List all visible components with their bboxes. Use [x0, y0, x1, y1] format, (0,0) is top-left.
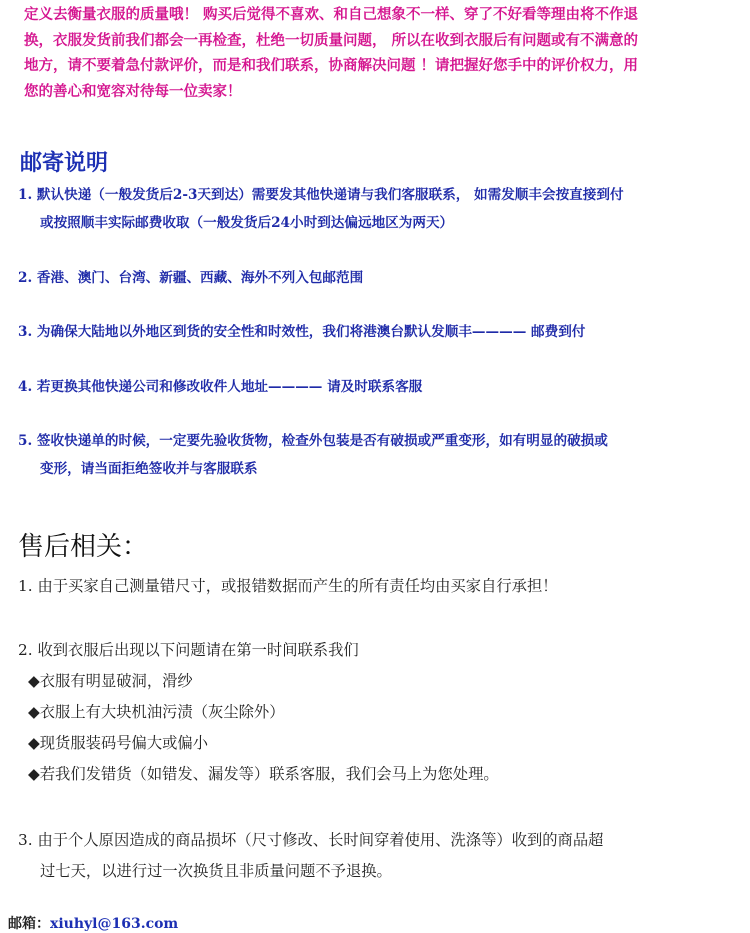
intro-line: 您的善心和宽容对待每一位卖家！ — [24, 82, 242, 100]
shipping-item: 4. 若更换其他快递公司和修改收件人地址———— 请及时联系客服 — [18, 379, 423, 395]
after-sales-heading: 售后相关： — [18, 532, 149, 562]
email-label: 邮箱： — [8, 916, 50, 932]
after-sales-item: 2. 收到衣服后出现以下问题请在第一时间联系我们 ◆衣服有明显破洞，滑纱 ◆衣服上有大块机油污渍（灰尘除外） ◆现货服装码号偏大或偏小 ◆若我们发错货（如错发、漏发等）联系客服，我们会马上为您处理。 — [18, 635, 734, 790]
shipping-item: 2. 香港、澳门、台湾、新疆、西藏、海外不列入包邮范围 — [18, 270, 364, 286]
list-item: ◆现货服装码号偏大或偏小 — [28, 734, 209, 752]
shipping-item: 1. 默认快递（一般发货后2-3天到达）需要发其他快递请与我们客服联系， 如需发顺丰会按直接到付 或按照顺丰实际邮费收取（一般发货后24小时到达偏远地区为两天） — [18, 187, 624, 231]
list-item: ◆衣服上有大块机油污渍（灰尘除外） — [28, 703, 285, 721]
contact-email — [8, 913, 178, 933]
intro-line: 换，衣服发货前我们都会一再检查，杜绝一切质量问题， 所以在收到衣服后有问题或有不满意的 — [24, 31, 639, 49]
email-address[interactable]: xiuhyl@163.com — [50, 916, 179, 932]
after-sales-item: 3. 由于个人原因造成的商品损坏（尺寸修改、长时间穿着使用、洗涤等）收到的商品超 过七天，以进行过一次换货且非质量问题不予退换。 — [18, 831, 604, 880]
list-item: ◆衣服有明显破洞，滑纱 — [28, 672, 193, 690]
intro-line: 地方，请不要着急付款评价，而是和我们联系，协商解决问题 ！请把握好您手中的评价权力，用 — [24, 57, 639, 74]
shipping-item: 3. 为确保大陆地以外地区到货的安全性和时效性，我们将港澳台默认发顺丰———— 邮费到付 — [18, 324, 586, 340]
shipping-heading: 邮寄说明 — [20, 151, 109, 176]
intro-line: 定义去衡量衣服的质量哦！ 购买后觉得不喜欢、和自己想象不一样、穿了不好看等理由将不作退 — [24, 6, 639, 23]
list-item: ◆若我们发错货（如错发、漏发等）联系客服，我们会马上为您处理。 — [28, 765, 499, 783]
intro-paragraph — [24, 2, 724, 104]
shipping-item: 5. 签收快递单的时候，一定要先验收货物，检查外包装是否有破损或严重变形，如有明显的破损或 变形，请当面拒绝签收并与客服联系 — [18, 433, 608, 477]
after-sales-item: 1. 由于买家自己测量错尺寸，或报错数据而产生的所有责任均由买家自行承担！ — [18, 577, 558, 595]
